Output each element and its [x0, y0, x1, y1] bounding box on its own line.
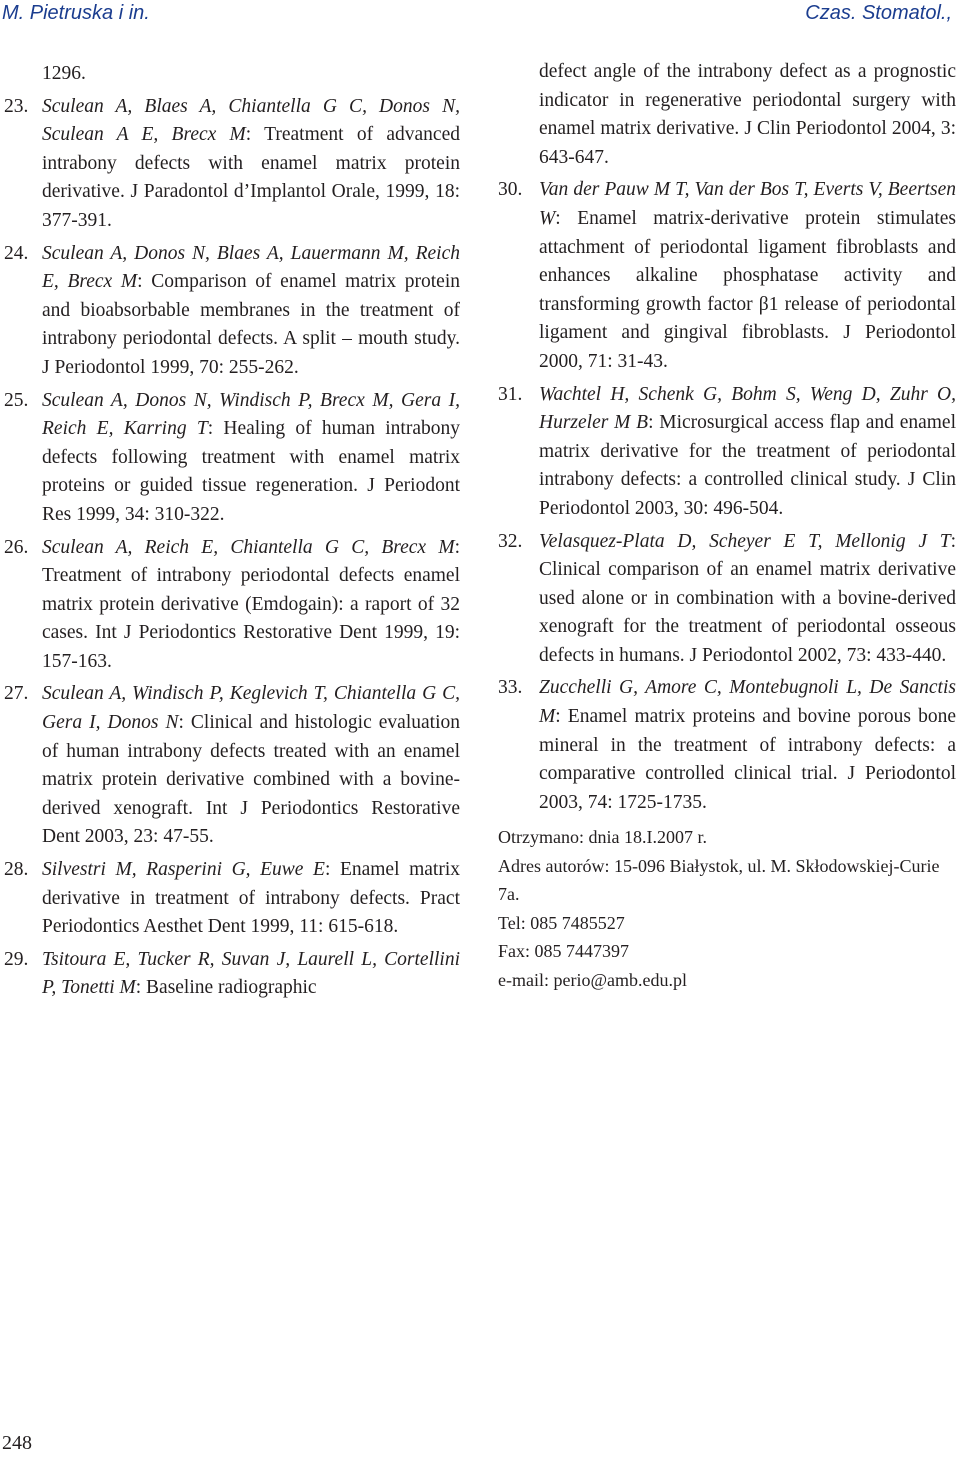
reference-continuation: 1296.	[42, 63, 86, 84]
reference-text: : Clinical and histologic evaluation of human intrabony defects treated with an enamel matrix protein derivative combined with a bovine-derived xenograft. Int J Periodontics Restorative Dent 2003, 23: 47-55.	[42, 712, 460, 848]
reference-text: : Microsurgical access flap and enamel matrix derivative for the treatment of periodontal intrabony defects: a controlled clinical study. J Clin Periodontol 2003, 30: 496-504.	[539, 412, 956, 519]
reference-authors: Sculean A, Reich E, Chiantella G C, Brecx M	[42, 536, 455, 558]
reference-authors: Zucchelli G, Amore C, Montebugnoli L, De Sanctis M	[539, 677, 956, 728]
reference-text: : Baseline radiographic	[135, 977, 317, 999]
reference-number: 28.	[4, 859, 29, 881]
reference-authors: Sculean A, Blaes A, Chiantella G C, Donos N, Sculean A E, Brecx M	[42, 95, 460, 146]
running-head-authors: M. Pietruska i in.	[2, 2, 150, 24]
reference-30	[498, 176, 956, 376]
correspondence-block	[498, 823, 956, 994]
reference-number: 23.	[4, 95, 29, 117]
email: e-mail: perio@amb.edu.pl	[498, 969, 688, 990]
reference-29	[4, 946, 460, 1003]
reference-text: : Enamel matrix-derivative protein stimulates attachment of periodontal ligament fibroblasts and enhances alkaline phosphatase activity and transforming growth factor β1 release of periodontal ligament and gingival fibroblasts. J Periodontol 2000, 71: 31-43.	[539, 207, 956, 372]
reference-27	[4, 680, 460, 852]
reference-number: 25.	[4, 389, 29, 411]
reference-number: 30.	[498, 179, 523, 201]
reference-authors: Sculean A, Donos N, Windisch P, Brecx M, Gera I, Reich E, Karring T	[42, 389, 460, 440]
reference-number: 26.	[4, 536, 29, 558]
reference-number: 27.	[4, 683, 29, 705]
telephone: Tel: 085 7485527	[498, 912, 625, 933]
reference-authors: Velasquez-Plata D, Scheyer E T, Mellonig J T	[539, 530, 951, 552]
reference-text: : Healing of human intrabony defects following treatment with enamel matrix proteins or guided tissue regeneration. J Periodont Res 1999, 34: 310-322.	[42, 418, 460, 525]
reference-32	[498, 528, 956, 671]
page-number: 248	[2, 1432, 32, 1454]
left-column	[4, 60, 460, 1007]
reference-authors: Silvestri M, Rasperini G, Euwe E	[42, 859, 325, 881]
reference-number: 33.	[498, 677, 523, 699]
reference-authors: Tsitoura E, Tucker R, Suvan J, Laurell L, Cortellini P, Tonetti M	[42, 948, 460, 999]
reference-text: : Enamel matrix proteins and bovine porous bone mineral in the treatment of intrabony defects: a comparative controlled clinical trial. J Periodontol 2003, 74: 1725-1735.	[539, 706, 956, 813]
right-column	[498, 58, 956, 994]
reference-28	[4, 856, 460, 942]
reference-authors: Van der Pauw M T, Van der Bos T, Everts V, Beertsen W	[539, 179, 956, 229]
reference-number: 32.	[498, 530, 523, 552]
reference-text: : Clinical comparison of an enamel matrix derivative used alone or in combination with a bovine-derived xenograft for the treatment of periodontal osseous defects in humans. J Periodontol 2002, 73: 433-440.	[539, 530, 956, 666]
received-date: Otrzymano: dnia 18.I.2007 r.	[498, 827, 707, 848]
reference-number: 31.	[498, 383, 523, 405]
fax: Fax: 085 7447397	[498, 941, 630, 962]
reference-authors: Sculean A, Windisch P, Keglevich T, Chiantella G C, Gera I, Donos N	[42, 683, 460, 734]
reference-25	[4, 387, 460, 530]
reference-number: 24.	[4, 242, 29, 264]
reference-authors: Wachtel H, Schenk G, Bohm S, Weng D, Zuhr O, Hurzeler M B	[539, 383, 956, 434]
reference-text: : Enamel matrix derivative in treatment of intrabony defects. Pract Periodontics Aesthet Dent 1999, 11: 615-618.	[42, 859, 460, 938]
reference-23	[4, 93, 460, 236]
reference-31	[498, 381, 956, 524]
reference-number: 29.	[4, 948, 29, 970]
reference-continuation: defect angle of the intrabony defect as a prognostic indicator in regenerative periodontal surgery with enamel matrix derivative. J Clin Periodontol 2004, 3: 643-647.	[539, 61, 956, 168]
reference-text: : Treatment of advanced intrabony defects with enamel matrix protein derivative. J Paradontol d’Implantol Orale, 1999, 18: 377-391.	[42, 124, 460, 231]
reference-text: : Comparison of enamel matrix protein and bioabsorbable membranes in the treatment of intrabony periodontal defects. A split – mouth study. J Periodontol 1999, 70: 255-262.	[42, 271, 460, 378]
reference-text: : Treatment of intrabony periodontal defects enamel matrix protein derivative (Emdogain): a raport of 32 cases. Int J Periodontics Restorative Dent 1999, 19: 157-163.	[42, 536, 460, 672]
reference-26	[4, 534, 460, 677]
reference-24	[4, 240, 460, 383]
running-head-journal: Czas. Stomatol.,	[805, 2, 952, 24]
author-address: Adres autorów: 15-096 Białystok, ul. M. Skłodowskiej-Curie 7a.	[498, 855, 940, 905]
reference-33	[498, 674, 956, 817]
reference-authors: Sculean A, Donos N, Blaes A, Lauermann M, Reich E, Brecx M	[42, 242, 460, 293]
